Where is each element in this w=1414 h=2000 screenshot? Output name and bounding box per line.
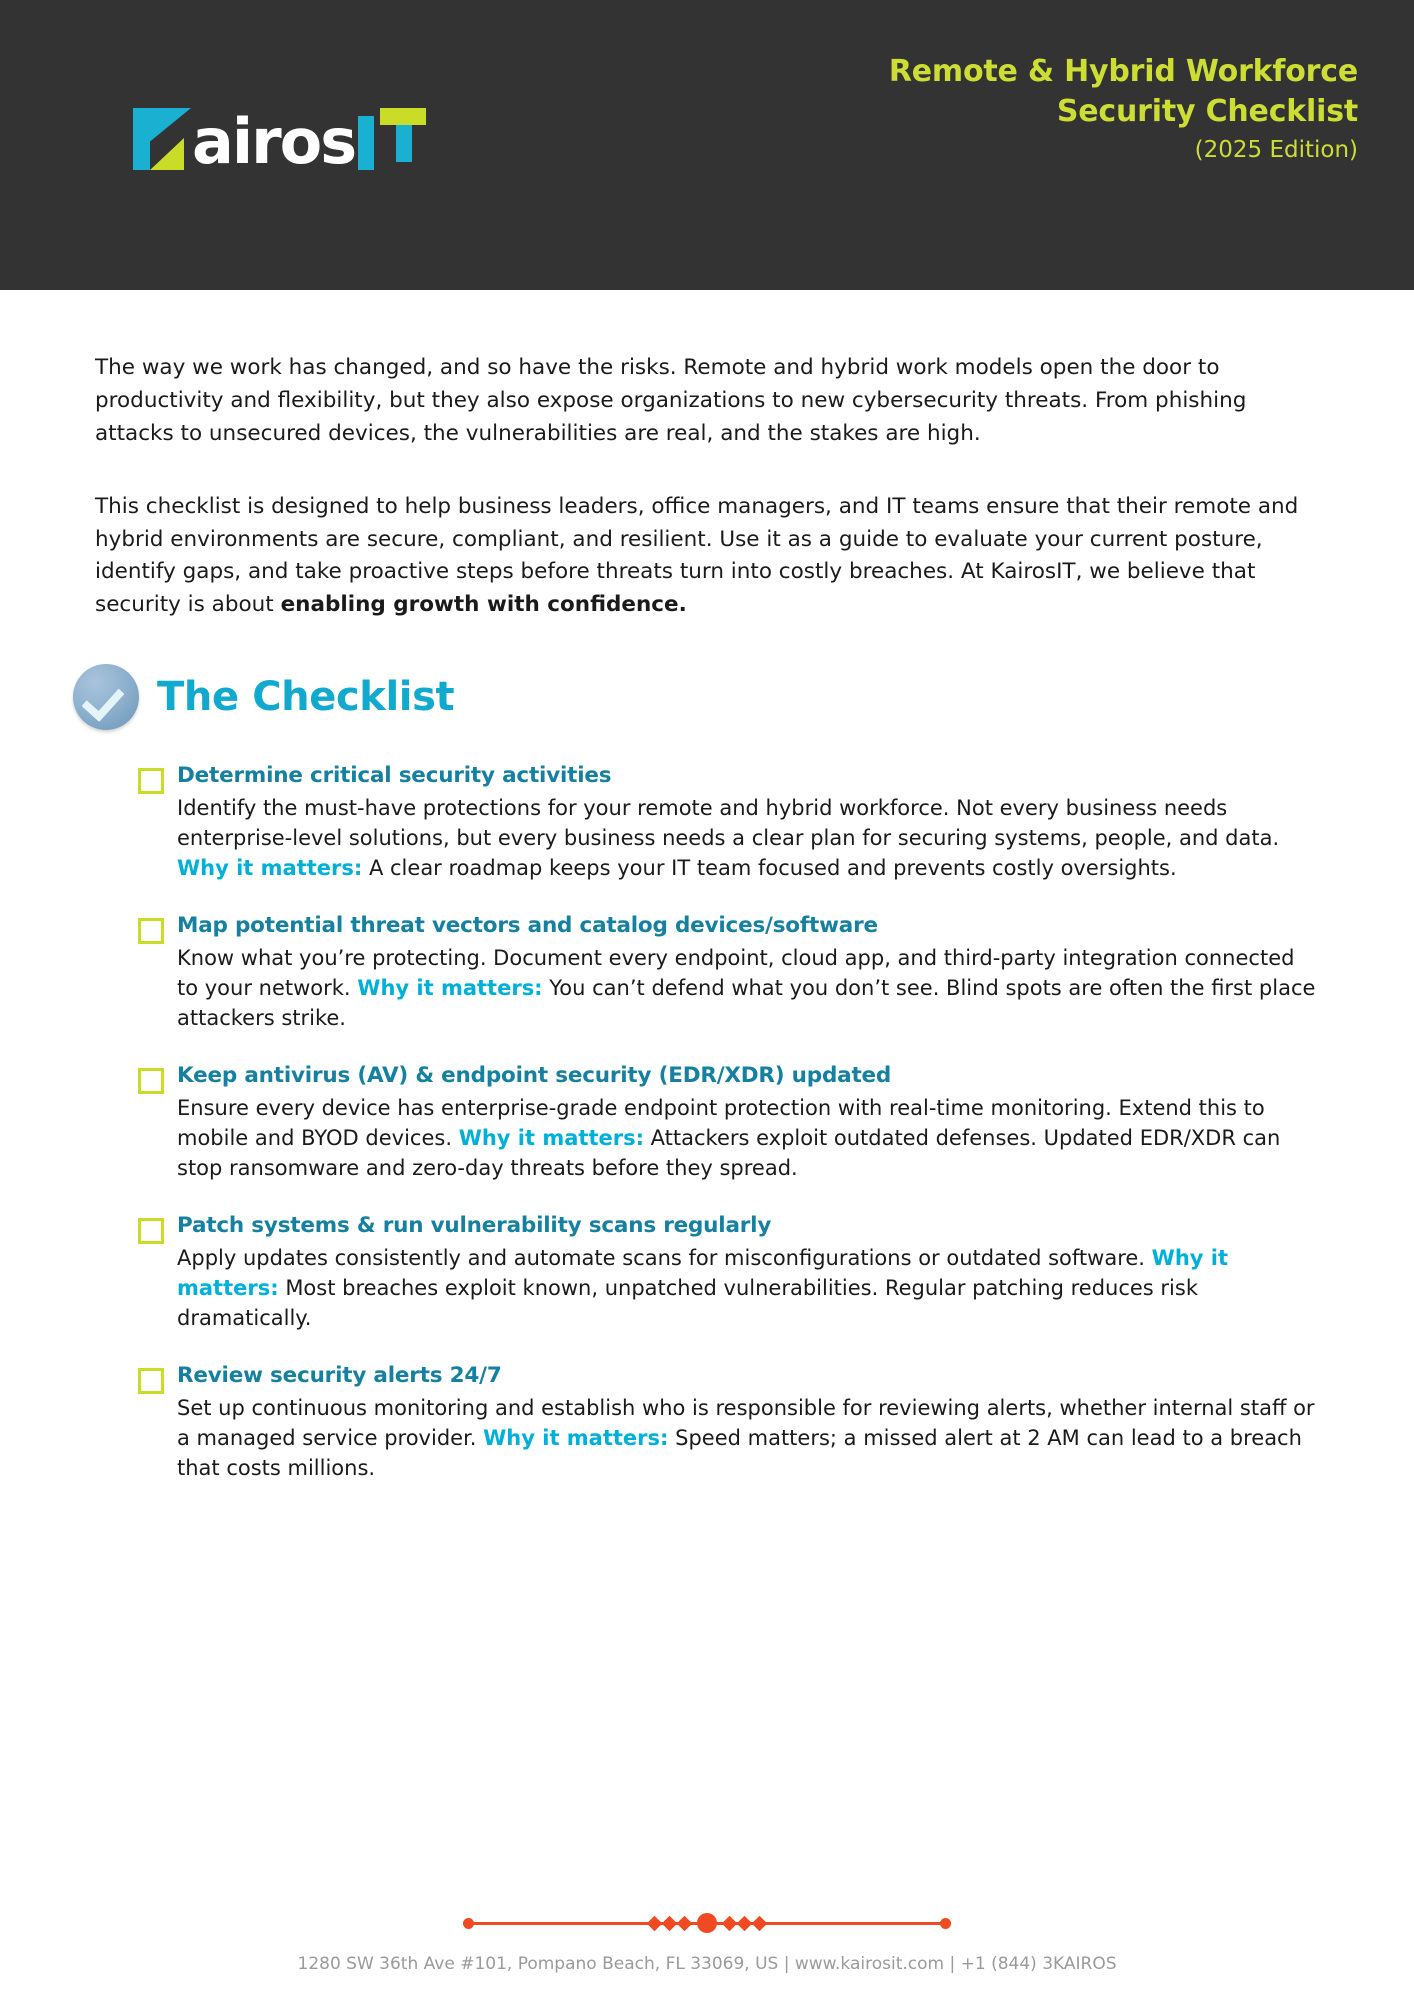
checklist-item-title: Determine critical security activities: [177, 763, 612, 789]
checklist-item-description-text: Apply updates consistently and automate scans for misconfigurations or outdated software.: [177, 1246, 1145, 1271]
checklist-checkbox[interactable]: [138, 1368, 164, 1394]
checklist-item: [138, 1362, 1320, 1483]
intro-paragraph-2-text: This checklist is designed to help business leaders, office managers, and IT teams ensure that their remote and hybrid environments are secure, compliant, and resilient. Use it as a guide to evaluate your current posture, identify gaps, and take proactive steps before threats turn into costly breaches. At KairosIT, we believe that security is about: [95, 493, 1299, 618]
why-it-matters-label: Why it matters:: [177, 856, 363, 881]
why-it-matters-label: Why it matters:: [483, 1426, 669, 1451]
divider-center-dot-icon: [697, 1913, 717, 1933]
checklist-item-description: [177, 793, 1320, 883]
checklist-item-title: Keep antivirus (AV) & endpoint security (EDR/XDR) updated: [177, 1063, 892, 1089]
divider-diamond-icon: [662, 1915, 678, 1931]
footer-contact-info: 1280 SW 36th Ave #101, Pompano Beach, FL 33069, US | www.kairosit.com | +1 (844) 3KAIROS: [297, 1954, 1117, 1974]
checklist-item-title: Map potential threat vectors and catalog devices/software: [177, 913, 878, 939]
why-it-matters-label: Why it matters:: [458, 1126, 644, 1151]
header-title-line-1: Remote & Hybrid Workforce: [888, 54, 1358, 89]
divider-diamond-icon: [737, 1915, 753, 1931]
divider-diamond-icon: [752, 1915, 768, 1931]
logo-it-mark-icon: [358, 108, 426, 170]
checklist-checkbox[interactable]: [138, 1068, 164, 1094]
checklist-item-title: Patch systems & run vulnerability scans regularly: [177, 1213, 772, 1239]
document-body: [0, 352, 1414, 1483]
kairosit-logo: [133, 105, 426, 178]
checklist-item-title: Review security alerts 24/7: [177, 1363, 502, 1389]
checklist-checkbox[interactable]: [138, 918, 164, 944]
why-it-matters-text: You can’t defend what you don’t see. Blind spots are often the first place attackers strike.: [177, 976, 1316, 1031]
checklist-item-body: [177, 1212, 1320, 1333]
checklist-checkbox[interactable]: [138, 768, 164, 794]
checklist-item-description-text: Identify the must-have protections for your remote and hybrid workforce. Not every business needs enterprise-level solutions, but every business needs a clear plan for securing systems, people, and data.: [177, 796, 1280, 851]
logo-k-glyph-icon: [133, 108, 191, 170]
checklist-item-description: [177, 943, 1320, 1033]
divider-diamond-icon: [677, 1915, 693, 1931]
footer-divider-ornament: [0, 1912, 1414, 1934]
page-footer: [0, 1912, 1414, 2000]
checklist-item-body: [177, 1362, 1320, 1483]
why-it-matters-text: Attackers exploit outdated defenses. Updated EDR/XDR can stop ransomware and zero-day threats before they spread.: [177, 1126, 1281, 1181]
why-it-matters-text: Most breaches exploit known, unpatched vulnerabilities. Regular patching reduces risk dramatically.: [177, 1276, 1198, 1331]
intro-paragraph-2: [95, 491, 1320, 623]
checklist-item-body: [177, 1062, 1320, 1183]
checklist-item: [138, 762, 1320, 883]
checklist-items: [95, 762, 1320, 1483]
checklist-item: [138, 1212, 1320, 1333]
checklist-checkbox[interactable]: [138, 1218, 164, 1244]
page-header: [0, 0, 1414, 290]
why-it-matters-text: A clear roadmap keeps your IT team focused and prevents costly oversights.: [362, 856, 1177, 881]
logo-wordmark: airos: [192, 105, 356, 178]
divider-diamond-icon: [647, 1915, 663, 1931]
intro-paragraph-1: The way we work has changed, and so have the risks. Remote and hybrid work models open the door to productivity and flexibility, but they also expose organizations to new cybersecurity threats. From phishing attacks to unsecured devices, the vulnerabilities are real, and the stakes are high.: [95, 355, 1247, 446]
checklist-item-description: [177, 1393, 1320, 1483]
checklist-item-description-text: Ensure every device has enterprise-grade endpoint protection with real-time monitoring. Extend this to mobile and BYOD devices.: [177, 1096, 1265, 1151]
checklist-section-heading: [73, 664, 1320, 730]
header-title-line-2: Security Checklist: [1056, 93, 1358, 129]
checklist-item-body: [177, 912, 1320, 1033]
divider-dot-left-icon: [463, 1918, 474, 1929]
checklist-item-body: [177, 762, 1320, 883]
checklist-item: [138, 912, 1320, 1033]
checklist-item-description-text: Set up continuous monitoring and establish who is responsible for reviewing alerts, whether internal staff or a managed service provider.: [177, 1396, 1315, 1451]
checklist-item-description-text: Know what you’re protecting. Document every endpoint, cloud app, and third-party integration connected to your network.: [177, 946, 1295, 1001]
divider-diamond-icon: [722, 1915, 738, 1931]
checklist-item-description: [177, 1243, 1320, 1333]
divider-dot-right-icon: [940, 1918, 951, 1929]
header-title-block: [889, 52, 1358, 168]
why-it-matters-label: Why it matters:: [357, 976, 543, 1001]
check-circle-icon: [73, 664, 139, 730]
checklist-item-description: [177, 1093, 1320, 1183]
header-edition-label: (2025 Edition): [1194, 137, 1358, 164]
section-title: The Checklist: [157, 674, 455, 721]
intro-paragraph-2-emphasis: enabling growth with confidence.: [280, 592, 687, 618]
why-it-matters-label: Why it matters:: [177, 1246, 1229, 1301]
why-it-matters-text: Speed matters; a missed alert at 2 AM can lead to a breach that costs millions.: [177, 1426, 1302, 1481]
checklist-item: [138, 1062, 1320, 1183]
